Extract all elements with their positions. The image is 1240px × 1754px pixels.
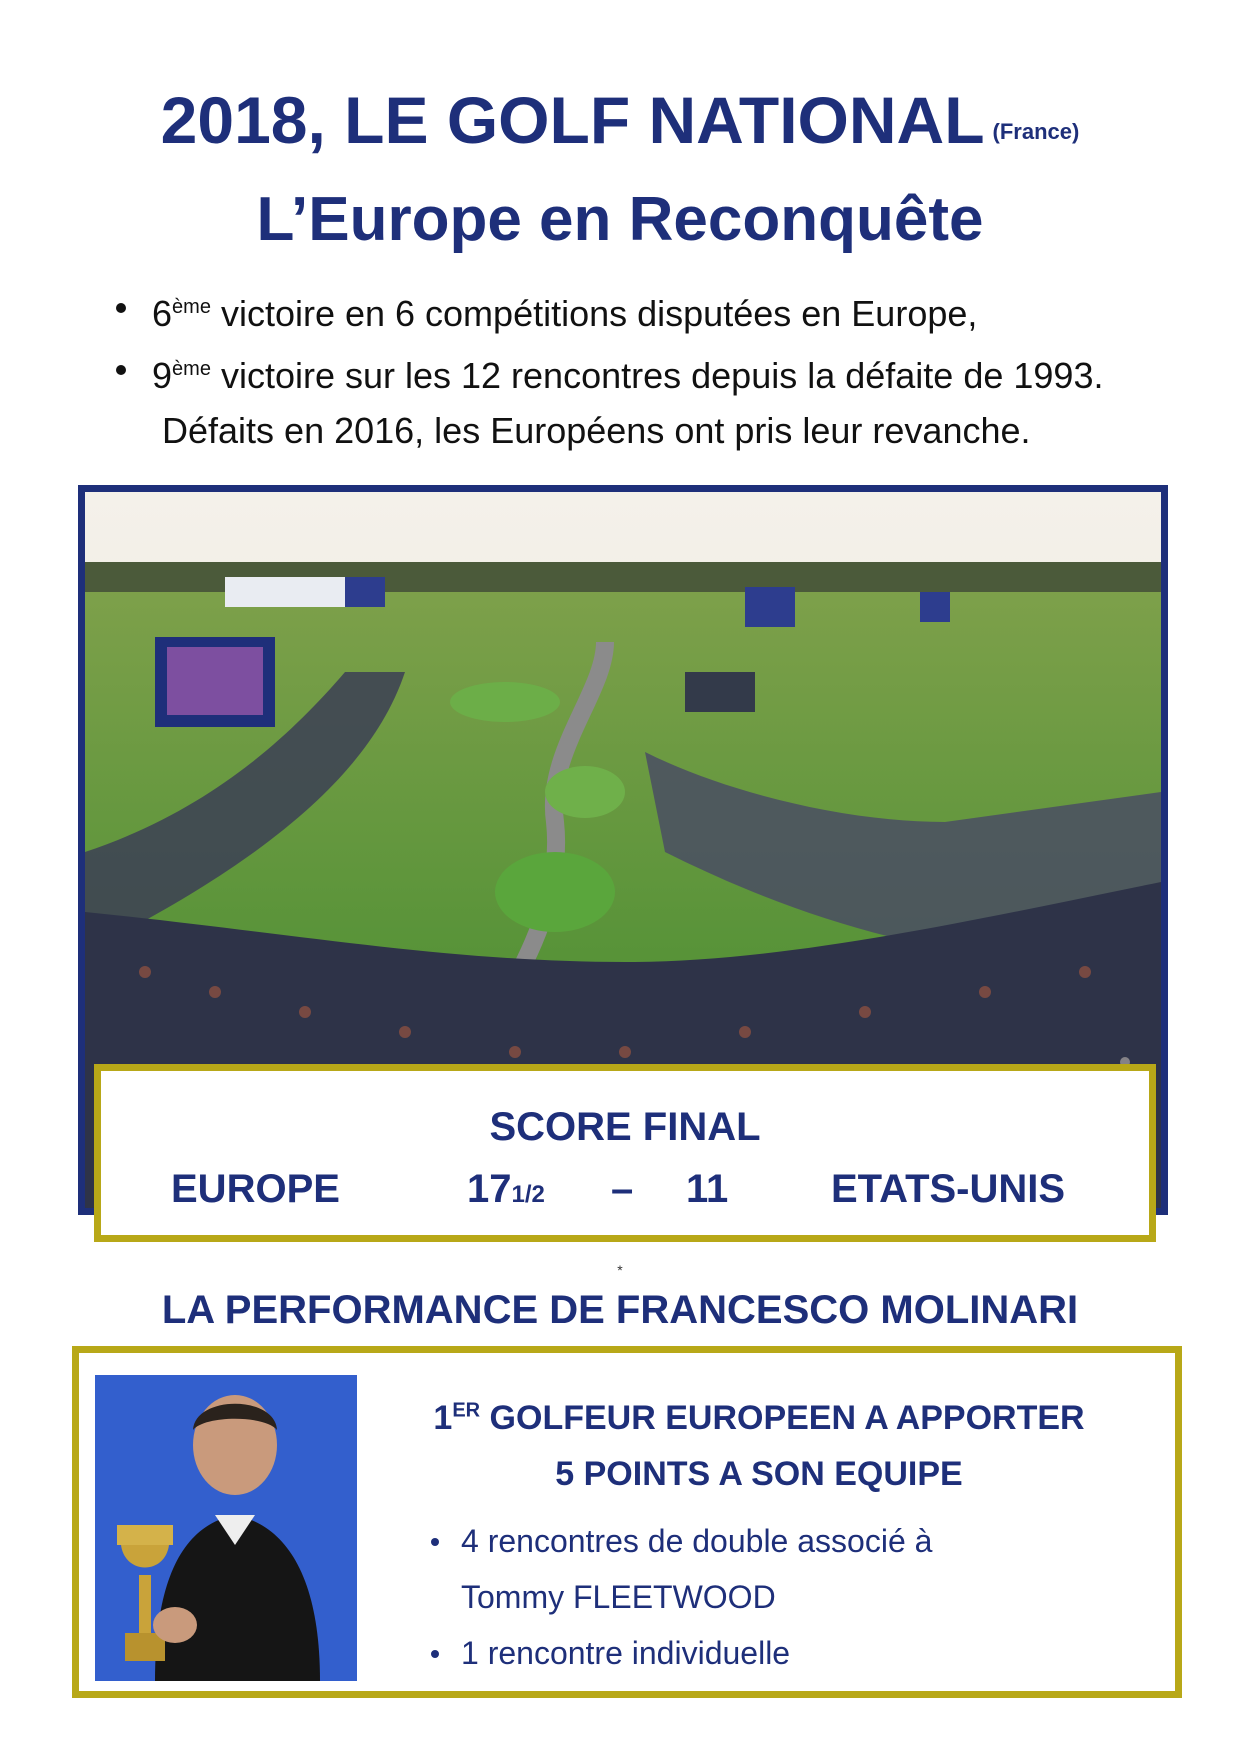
molinari-bullets	[427, 1513, 932, 1681]
molinari-item-singles: 1 rencontre individuelle	[427, 1625, 932, 1681]
usa-score: 11	[686, 1167, 729, 1211]
asterisk-separator: *	[617, 1262, 623, 1278]
bullet-number: 9	[152, 355, 173, 396]
bullet-item	[108, 276, 1188, 338]
performance-title: LA PERFORMANCE DE FRANCESCO MOLINARI	[161, 1288, 1079, 1332]
europe-score-whole: 17	[467, 1167, 512, 1211]
page-title	[0, 82, 1240, 158]
headline-number: 1	[433, 1399, 453, 1437]
golfer-with-trophy-icon	[95, 1375, 357, 1681]
score-box	[94, 1064, 1156, 1242]
bullet-sup: ème	[172, 296, 211, 318]
title-country: (France)	[992, 119, 1080, 144]
headline-text: GOLFEUR EUROPEEN A APPORTER	[480, 1399, 1085, 1437]
score-title: SCORE FINAL	[489, 1105, 761, 1149]
molinari-item-doubles: 4 rencontres de double associé à	[427, 1513, 932, 1569]
molinari-portrait	[95, 1375, 357, 1681]
europe-score-fraction: 1/2	[511, 1181, 545, 1208]
score-dash: –	[611, 1167, 634, 1211]
team-usa: ETATS-UNIS	[831, 1167, 1066, 1211]
molinari-headline-2: 5 POINTS A SON EQUIPE	[555, 1455, 963, 1493]
headline-sup: ER	[452, 1399, 481, 1422]
bullet-sup: ème	[172, 358, 211, 380]
bullet-item	[108, 338, 1188, 400]
intro-bullets	[108, 276, 1188, 462]
title-main: 2018, LE GOLF NATIONAL	[160, 83, 985, 157]
molinari-headline-1	[409, 1399, 1109, 1438]
bullet-text: victoire sur les 12 rencontres depuis la défaite de 1993.	[210, 355, 1104, 396]
team-europe: EUROPE	[171, 1167, 340, 1211]
europe-score	[467, 1167, 545, 1212]
bullet-number: 6	[152, 293, 173, 334]
page-subtitle: L’Europe en Reconquête	[256, 185, 984, 254]
bullet-text: victoire en 6 compétitions disputées en Europe,	[210, 293, 978, 334]
molinari-item-doubles-cont: Tommy FLEETWOOD	[461, 1579, 776, 1615]
molinari-box	[72, 1346, 1182, 1698]
bullet-continuation: Défaits en 2016, les Européens ont pris leur revanche.	[162, 410, 1031, 451]
